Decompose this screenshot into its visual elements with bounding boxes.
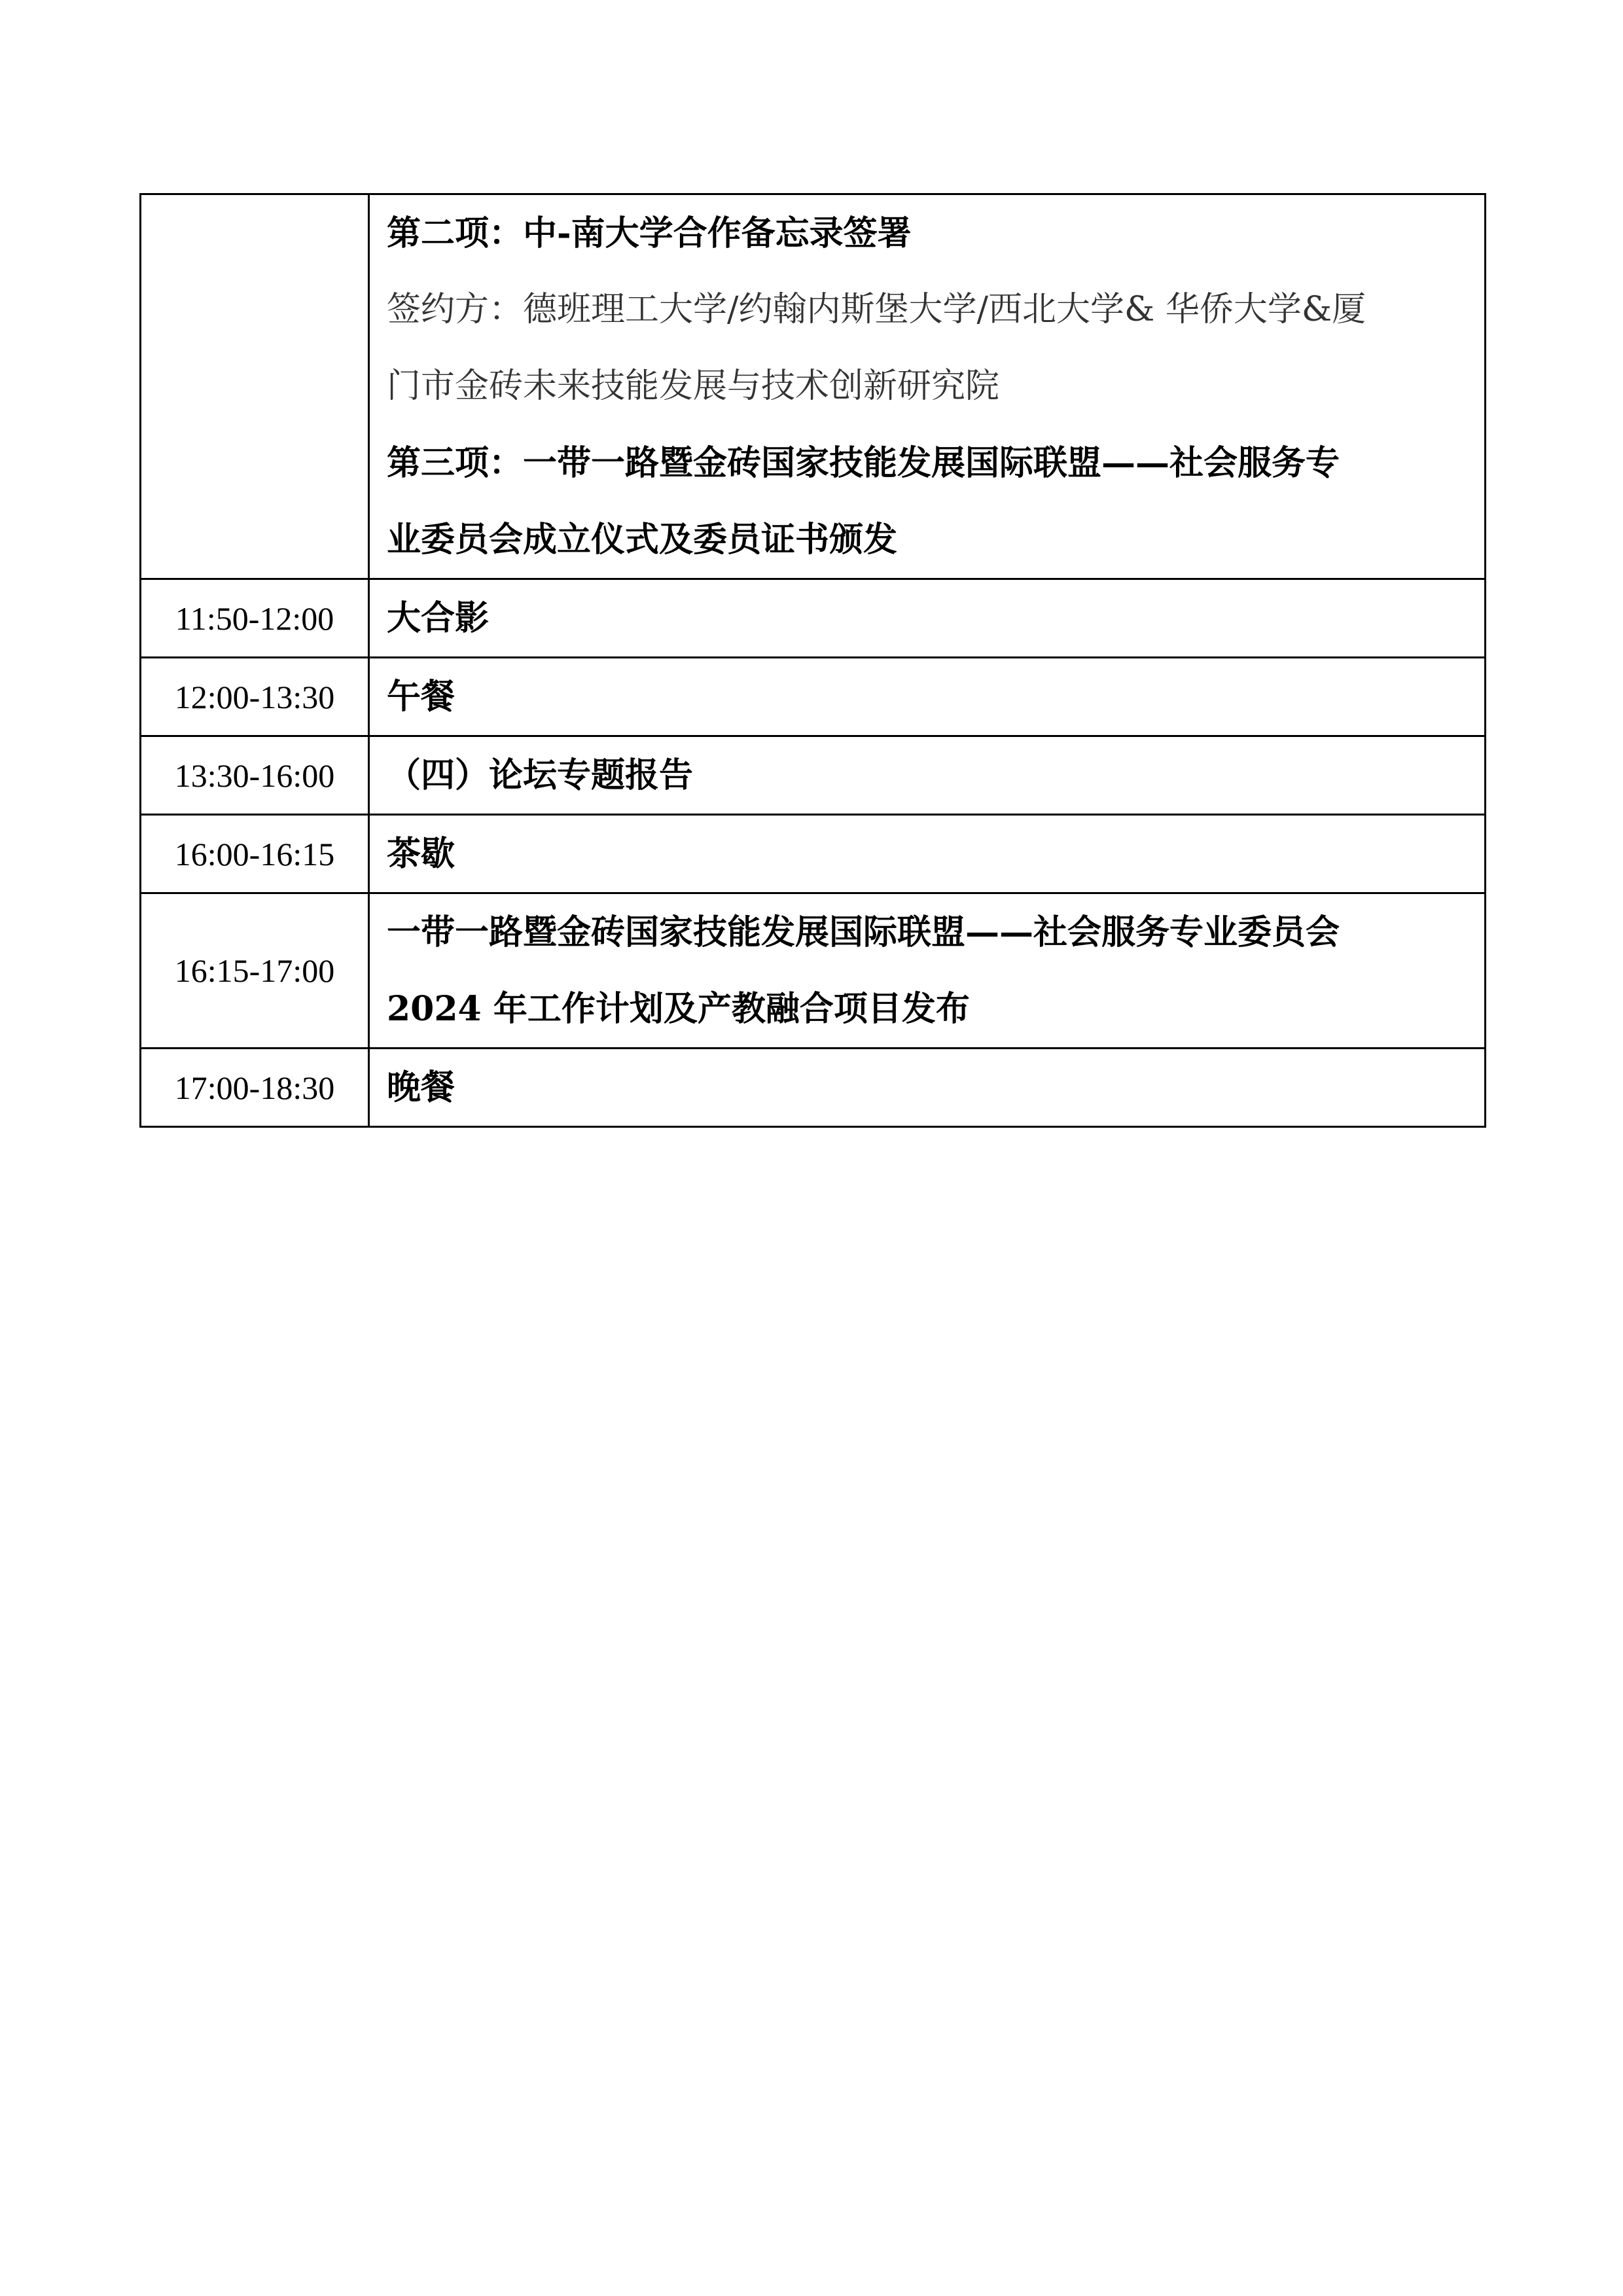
- activity-cell: [369, 736, 1486, 815]
- time-cell: 16:15-17:00: [141, 893, 369, 1049]
- activity-text: 晚餐: [387, 1067, 455, 1107]
- time-cell: [141, 194, 369, 579]
- activity-cell: [369, 1049, 1486, 1127]
- activity-cell: [369, 658, 1486, 736]
- activity-cell: [369, 893, 1486, 1049]
- time-cell: 17:00-18:30: [141, 1049, 369, 1127]
- time-cell: 11:50-12:00: [141, 579, 369, 658]
- signatories-line-1: 签约方：德班理工大学/约翰内斯堡大学/西北大学& 华侨大学&厦: [387, 290, 1366, 329]
- activity-text: 茶歇: [387, 834, 455, 874]
- item-two-title: 第二项：中-南大学合作备忘录签署: [387, 213, 912, 253]
- activity-cell: [369, 579, 1486, 658]
- item-three-title-line-2: 业委员会成立仪式及委员证书颁发: [387, 520, 898, 560]
- activity-text-line-1: 一带一路暨金砖国家技能发展国际联盟——社会服务专业委员会: [387, 912, 1340, 952]
- activity-text: 大合影: [387, 598, 490, 638]
- activity-cell: [369, 815, 1486, 893]
- table-row: [141, 194, 1486, 579]
- table-row: [141, 736, 1486, 815]
- time-cell: 12:00-13:30: [141, 658, 369, 736]
- signatories-line-2: 门市金砖未来技能发展与技术创新研究院: [387, 367, 1000, 406]
- time-cell: 13:30-16:00: [141, 736, 369, 815]
- activity-text-line-2: 2024 年工作计划及产教融合项目发布: [387, 989, 970, 1029]
- table-row: [141, 658, 1486, 736]
- time-cell: 16:00-16:15: [141, 815, 369, 893]
- table-row: [141, 893, 1486, 1049]
- item-three-title-line-1: 第三项：一带一路暨金砖国家技能发展国际联盟——社会服务专: [387, 443, 1340, 483]
- table-row: [141, 1049, 1486, 1127]
- schedule-table: [139, 193, 1486, 1128]
- activity-cell: [369, 194, 1486, 579]
- activity-text: 午餐: [387, 677, 455, 717]
- table-row: [141, 815, 1486, 893]
- activity-text: （四）论坛专题报告: [387, 755, 694, 795]
- table-row: [141, 579, 1486, 658]
